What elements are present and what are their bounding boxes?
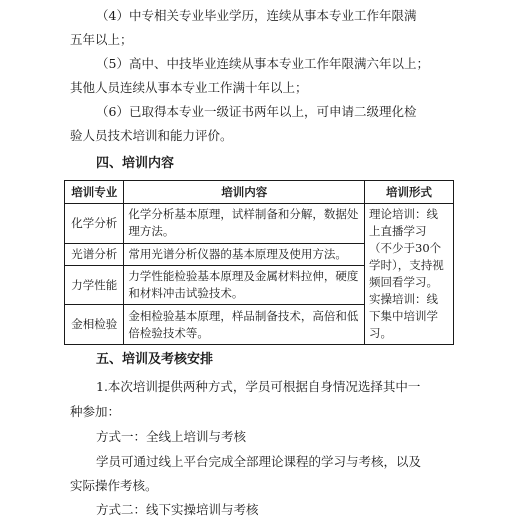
major-cell: 光谱分析 — [65, 243, 124, 265]
table-row — [65, 204, 454, 244]
paragraph-line: 1.本次培训提供两种方式，学员可根据自身情况选择其中一 — [96, 379, 421, 394]
paragraph-line: 方式二：线下实操培训与考核 — [96, 502, 259, 517]
paragraph-line: 其他人员连续从事本专业工作满十年以上； — [70, 80, 308, 95]
paragraph-line: 实际操作考核。 — [70, 478, 158, 493]
major-cell: 金相检验 — [65, 305, 124, 345]
paragraph-line: （5）高中、中技毕业连续从事本专业工作年限满六年以上； — [96, 56, 429, 71]
content-cell: 力学性能检验基本原理及金属材料拉伸，硬度和材料冲击试验技术。 — [124, 265, 365, 305]
paragraph-line: （6）已取得本专业一级证书两年以上，可申请二级理化检 — [96, 104, 417, 119]
form-cell: 理论培训：线上直播学习（不少于30个学时），支持视频回看学习。实操培训：线下集中培训学习。 — [365, 204, 454, 345]
paragraph-line: 学员可通过线上平台完成全部理论课程的学习与考核，以及 — [96, 454, 422, 469]
paragraph-line: 方式一：全线上培训与考核 — [96, 429, 247, 444]
training-content-table — [64, 180, 454, 345]
table-header: 培训形式 — [365, 181, 454, 204]
section-heading: 四、培训内容 — [96, 156, 175, 171]
content-cell: 常用光谱分析仪器的基本原理及使用方法。 — [124, 243, 365, 265]
paragraph-line: （4）中专相关专业毕业学历，连续从事本专业工作年限满 — [96, 8, 417, 23]
section-heading: 五、培训及考核安排 — [96, 352, 214, 367]
paragraph-line: 种参加： — [70, 404, 121, 419]
table-header: 培训内容 — [124, 181, 365, 204]
major-cell: 力学性能 — [65, 265, 124, 305]
paragraph-line: 验人员技术培训和能力评价。 — [70, 128, 233, 143]
table-header: 培训专业 — [65, 181, 124, 204]
table-header-row — [65, 181, 454, 204]
content-cell: 化学分析基本原理，试样制备和分解，数据处理方法。 — [124, 204, 365, 244]
major-cell: 化学分析 — [65, 204, 124, 244]
paragraph-line: 五年以上； — [70, 32, 133, 47]
content-cell: 金相检验基本原理，样品制备技术，高倍和低倍检验技术等。 — [124, 305, 365, 345]
